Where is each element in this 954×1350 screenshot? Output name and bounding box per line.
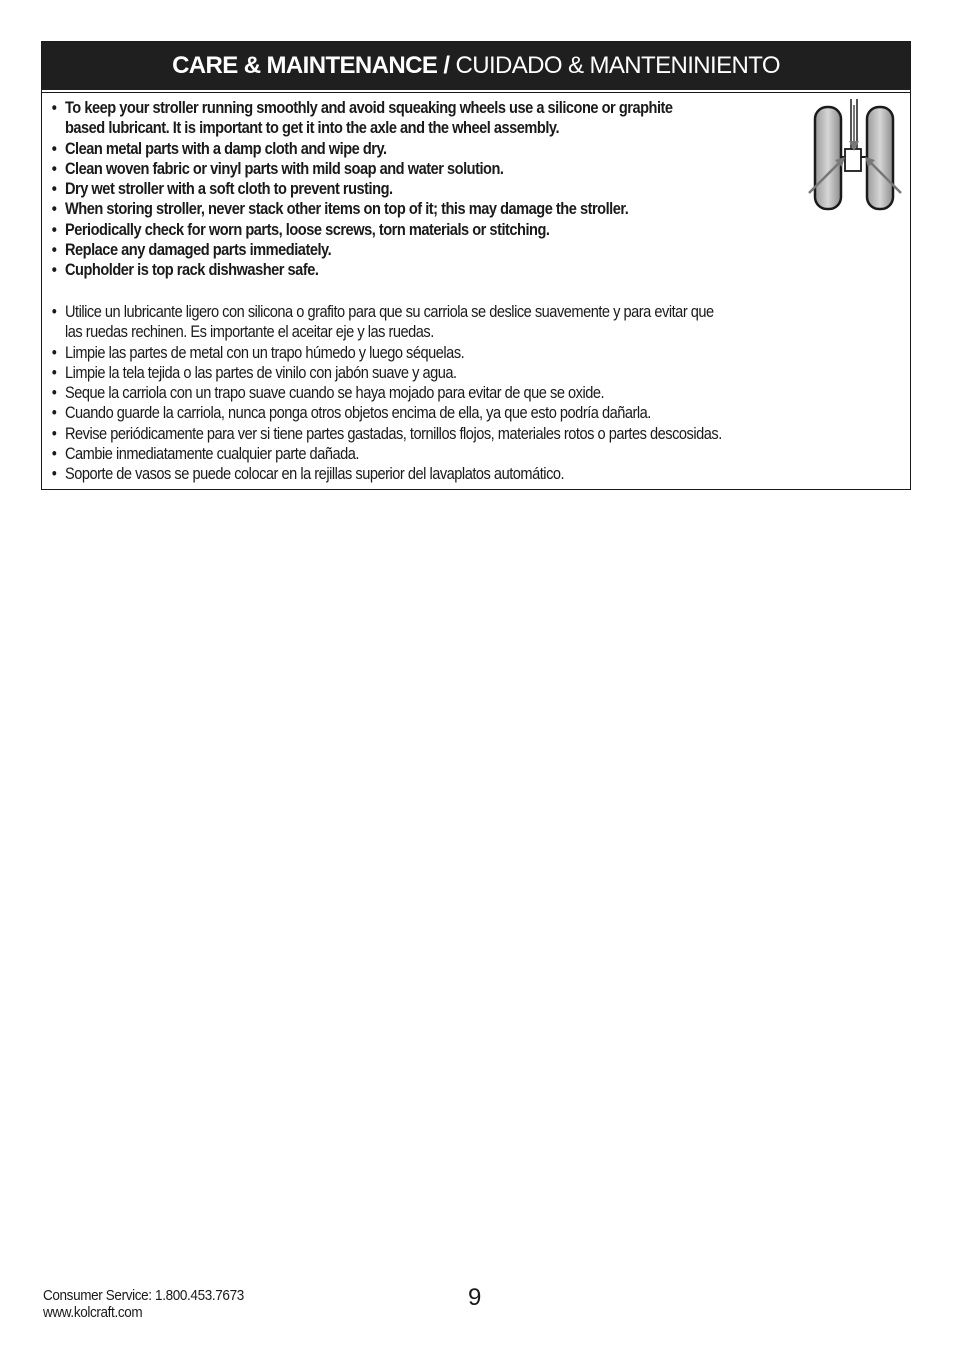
list-item: • Clean woven fabric or vinyl parts with mild soap and water solution. (50, 159, 673, 179)
list-item: • Cuando guarde la carriola, nunca ponga otros objetos encima de ella, ya que esto podría dañarla. (50, 403, 722, 423)
list-item: • When storing stroller, never stack other items on top of it; this may damage the stroller. (50, 199, 673, 219)
list-item: • Seque la carriola con un trapo suave cuando se haya mojado para evitar de que se oxide. (50, 383, 722, 403)
list-item-continuation: based lubricant. It is important to get it into the axle and the wheel assembly. (64, 118, 560, 138)
list-item: • Limpie las partes de metal con un trapo húmedo y luego séquelas. (50, 343, 722, 363)
wheel-axle-lubrication-icon (805, 97, 905, 215)
list-item: • To keep your stroller running smoothly and avoid squeaking wheels use a silicone or graphite (50, 98, 673, 118)
list-item: • Limpie la tela tejida o las partes de vinilo con jabón suave y agua. (50, 363, 722, 383)
list-item: • Utilice un lubricante ligero con silicona o grafito para que su carriola se deslice suavemente y para evitar que (50, 302, 722, 322)
consumer-service-phone: Consumer Service: 1.800.453.7673 (43, 1287, 244, 1304)
spanish-instruction-list (50, 302, 813, 485)
list-item: • Replace any damaged parts immediately. (50, 240, 673, 260)
header-title-spanish: CUIDADO & MANTENINIENTO (455, 52, 780, 79)
list-item: • Cupholder is top rack dishwasher safe. (50, 260, 673, 280)
website-link[interactable]: www.kolcraft.com (43, 1304, 143, 1321)
list-item: • Clean metal parts with a damp cloth and wipe dry. (50, 139, 673, 159)
list-item: • Cambie inmediatamente cualquier parte dañada. (50, 444, 722, 464)
list-item: • Soporte de vasos se puede colocar en la rejillas superior del lavaplatos automático. (50, 464, 722, 484)
list-item-continuation: las ruedas rechinen. Es importante el aceitar eje y las ruedas. (64, 322, 434, 342)
header-divider-line (42, 92, 910, 93)
list-item: • Periodically check for worn parts, loose screws, torn materials or stitching. (50, 220, 673, 240)
header-title-english: CARE & MAINTENANCE / (172, 52, 450, 79)
section-header (42, 42, 910, 90)
care-maintenance-panel (41, 41, 911, 490)
page-number: 9 (468, 1284, 482, 1311)
footer-contact (43, 1287, 244, 1321)
english-instruction-list (50, 98, 757, 281)
list-item: • Revise periódicamente para ver si tiene partes gastadas, tornillos flojos, materiales rotos o partes descosidas. (50, 424, 722, 444)
list-item: • Dry wet stroller with a soft cloth to prevent rusting. (50, 179, 673, 199)
